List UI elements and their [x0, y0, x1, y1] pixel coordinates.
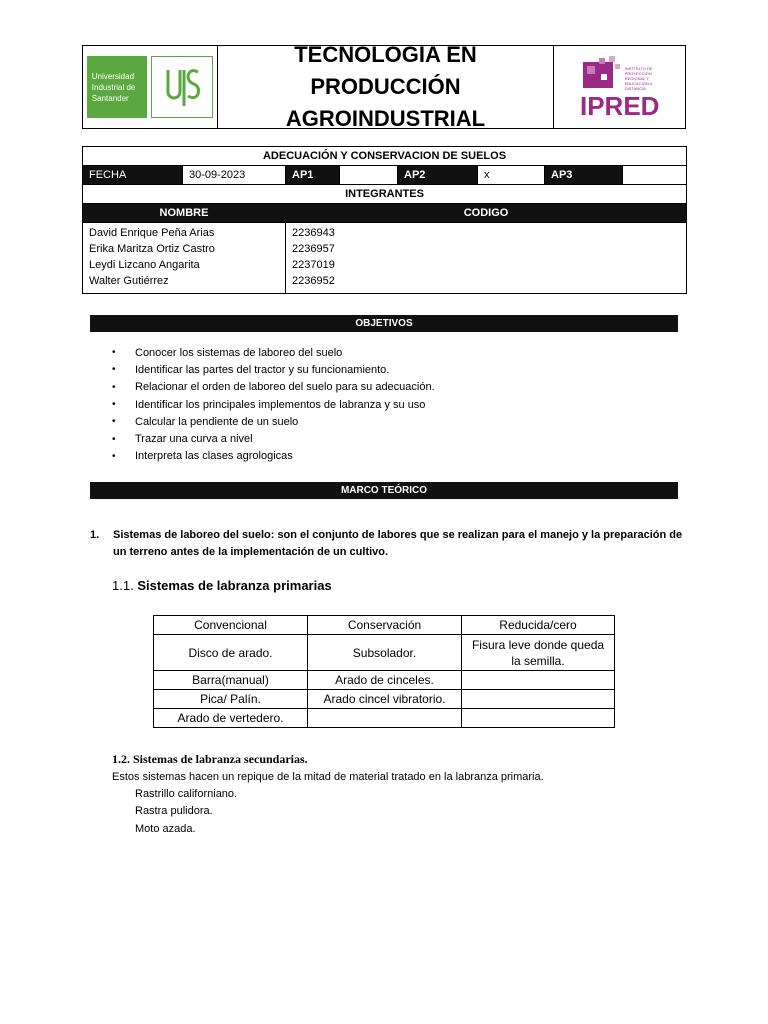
list-item [112, 344, 435, 361]
objective-text: Interpreta las clases agrologicas [135, 450, 293, 463]
list-item [112, 361, 435, 378]
member-name: Leydi Lizcano Angarita [89, 259, 200, 271]
section-1-2-heading: 1.2. Sistemas de labranza secundarias. [112, 752, 308, 766]
section-1-number: 1. [90, 529, 100, 541]
ap1-label: AP1 [286, 166, 340, 184]
table-cell: Arado de cinceles. [308, 671, 462, 690]
members-body [83, 223, 686, 293]
ap2-label: AP2 [398, 166, 478, 184]
title-cell [218, 42, 555, 131]
ipred-logo [580, 56, 659, 119]
members-codes [286, 223, 686, 293]
table-cell: Barra(manual) [154, 671, 308, 690]
table-row [154, 635, 615, 671]
bullet: • [112, 381, 116, 393]
bullet: • [112, 364, 116, 376]
fecha-label: FECHA TUTORIA [83, 166, 183, 184]
bullet: • [112, 347, 116, 359]
list-item: Moto azada. [135, 822, 196, 835]
section-1-1-heading [112, 578, 332, 593]
ap3-label: AP3 [545, 166, 623, 184]
members-header-row [83, 204, 686, 223]
document-header [82, 42, 686, 131]
uis-logo [87, 56, 213, 118]
section-1-2-list [135, 786, 237, 838]
list-item [112, 430, 435, 447]
fecha-value: 30-09-2023 [183, 166, 286, 184]
title-line-2: AGROINDUSTRIAL [285, 106, 486, 131]
member-code: 2236952 [292, 275, 335, 287]
table-cell [462, 690, 615, 709]
uis-emblem-icon [151, 56, 213, 118]
table-row [154, 671, 615, 690]
table-cell: Pica/ Palín. [154, 690, 308, 709]
objective-text: Relacionar el orden de laboreo del suelo para su adecuación. [135, 381, 435, 394]
list-item: Rastra pulidora. [135, 805, 213, 818]
integrantes-row [83, 185, 686, 204]
list-item [112, 396, 435, 413]
section-1-1-number: 1.1. [112, 578, 134, 593]
objective-text: Identificar las partes del tractor y su funcionamiento. [135, 363, 390, 376]
table-cell: Conservación [308, 616, 462, 635]
table-cell: Fisura leve donde queda la semilla. [462, 635, 615, 671]
subject-row [83, 147, 686, 166]
table-cell: Disco de arado. [154, 635, 308, 671]
labranza-primaria-table [153, 615, 615, 728]
marco-teorico-bar: MARCO TEÓRICO [90, 482, 678, 499]
table-cell [462, 709, 615, 728]
ap3-value [623, 166, 686, 184]
table-cell [308, 709, 462, 728]
bullet: • [112, 416, 116, 428]
bullet: • [112, 450, 116, 462]
table-cell: Arado de vertedero. [154, 709, 308, 728]
member-name: Walter Gutiérrez [89, 275, 169, 287]
objetivos-list [112, 344, 435, 465]
table-cell: Convencional [154, 616, 308, 635]
table-row [154, 709, 615, 728]
table-row [154, 690, 615, 709]
member-code: 2236943 [292, 227, 335, 239]
objective-text: Trazar una curva a nivel [135, 433, 253, 446]
list-item [112, 379, 435, 396]
section-1 [90, 527, 685, 561]
list-item [112, 413, 435, 430]
table-cell: Reducida/cero [462, 616, 615, 635]
section-1-text: Sistemas de laboreo del suelo: son el conjunto de labores que se realizan para el manejo y la preparación de un terreno antes de la implementación de un cultivo. [113, 529, 683, 558]
ap1-value [340, 166, 398, 184]
table-cell: Subsolador. [308, 635, 462, 671]
objective-text: Identificar los principales implementos de labranza y su uso [135, 398, 426, 411]
document-title [218, 39, 554, 135]
bullet: • [112, 433, 116, 445]
codigo-header: CODIGO [463, 207, 509, 219]
ipred-subtitle: INSTITUTO DE PROYECCIÓN REGIONAL Y EDUCACIÓN A DISTANCIA [624, 65, 653, 91]
ipred-logo-text: IPRED [579, 90, 660, 121]
ipred-emblem-icon [581, 56, 621, 90]
list-item [112, 448, 435, 465]
member-name: David Enrique Peña Arias [89, 227, 215, 239]
objetivos-bar: OBJETIVOS [90, 315, 678, 332]
nombre-header: NOMBRE [83, 204, 286, 222]
section-1-2-text: Estos sistemas hacen un repique de la mitad de material tratado en la labranza primaria. [112, 771, 544, 783]
ipred-logo-cell [554, 46, 685, 128]
members-names [83, 223, 286, 293]
ap2-value: x [478, 166, 545, 184]
table-cell [462, 671, 615, 690]
list-item: Rastrillo californiano. [135, 788, 238, 800]
member-code: 2237019 [292, 259, 335, 271]
title-line-1: TECNOLOGIA EN PRODUCCIÓN [294, 42, 477, 99]
uis-logo-text: Universidad Industrial de Santander [87, 56, 147, 118]
integrantes-title: INTEGRANTES [345, 188, 424, 200]
bullet: • [112, 399, 116, 411]
info-table [82, 146, 687, 294]
objective-text: Calcular la pendiente de un suelo [135, 415, 299, 428]
subject-title: ADECUACIÓN Y CONSERVACION DE SUELOS [262, 150, 507, 162]
member-code: 2236957 [292, 243, 335, 255]
uis-logo-cell [83, 46, 218, 128]
member-name: Erika Maritza Ortiz Castro [89, 243, 215, 255]
table-cell: Arado cincel vibratorio. [308, 690, 462, 709]
section-1-1-title: Sistemas de labranza primarias [137, 578, 332, 593]
objective-text: Conocer los sistemas de laboreo del suelo [135, 346, 343, 359]
table-row [154, 616, 615, 635]
